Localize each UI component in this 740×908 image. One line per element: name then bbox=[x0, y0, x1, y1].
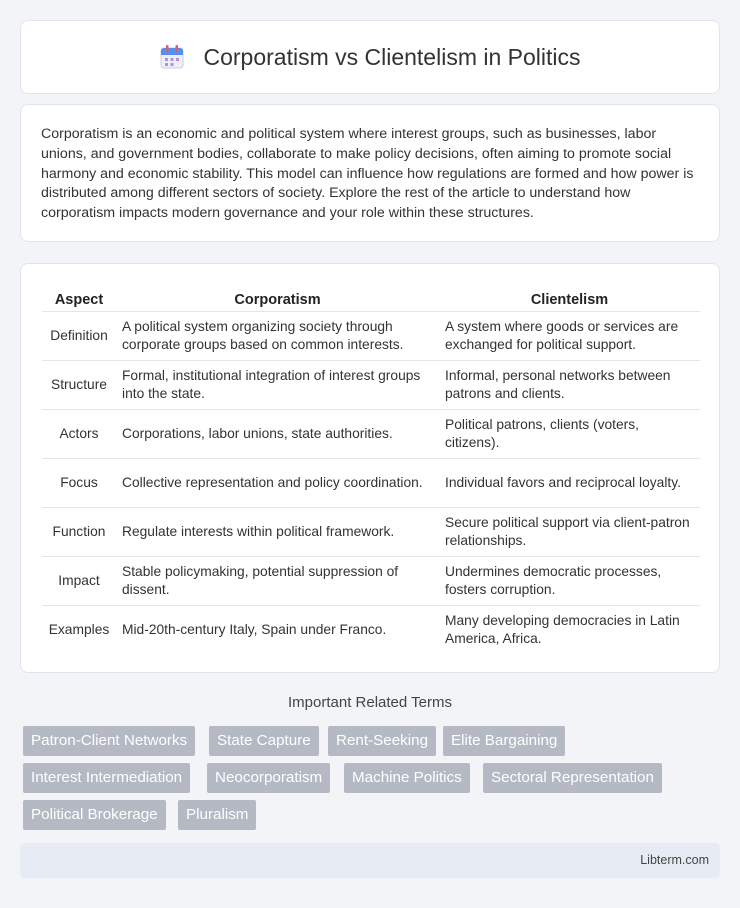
comparison-card bbox=[20, 263, 720, 673]
tag-sectoral-representation[interactable]: Sectoral Representation bbox=[483, 763, 662, 793]
table-row bbox=[42, 458, 700, 507]
row-clientelism: A system where goods or services are exchanged for political support. bbox=[439, 311, 700, 360]
page-title: Corporatism vs Clientelism in Politics bbox=[203, 43, 581, 70]
tag-state-capture[interactable]: State Capture bbox=[209, 726, 319, 756]
footer bbox=[20, 843, 720, 878]
row-aspect: Impact bbox=[42, 556, 116, 605]
row-corporatism: Formal, institutional integration of interest groups into the state. bbox=[116, 360, 439, 409]
row-corporatism: Mid-20th-century Italy, Spain under Franco. bbox=[116, 605, 439, 654]
table-row bbox=[42, 360, 700, 409]
table-row bbox=[42, 605, 700, 654]
related-terms-title: Important Related Terms bbox=[288, 694, 452, 711]
row-clientelism: Informal, personal networks between patrons and clients. bbox=[439, 360, 700, 409]
tag-interest-intermediation[interactable]: Interest Intermediation bbox=[23, 763, 190, 793]
tag-elite-bargaining[interactable]: Elite Bargaining bbox=[443, 726, 565, 756]
tag-machine-politics[interactable]: Machine Politics bbox=[344, 763, 470, 793]
table-row bbox=[42, 311, 700, 360]
row-aspect: Actors bbox=[42, 409, 116, 458]
row-corporatism: Stable policymaking, potential suppression of dissent. bbox=[116, 556, 439, 605]
row-clientelism: Individual favors and reciprocal loyalty. bbox=[439, 458, 700, 507]
calendar-icon bbox=[159, 44, 185, 70]
row-clientelism: Secure political support via client-patron relationships. bbox=[439, 507, 700, 556]
row-corporatism: A political system organizing society through corporate groups based on common interests. bbox=[116, 311, 439, 360]
tag-pluralism[interactable]: Pluralism bbox=[178, 800, 256, 830]
row-aspect: Function bbox=[42, 507, 116, 556]
row-corporatism: Corporations, labor unions, state authorities. bbox=[116, 409, 439, 458]
footer-link[interactable]: Libterm.com bbox=[640, 853, 709, 867]
table-row bbox=[42, 409, 700, 458]
intro-card bbox=[20, 104, 720, 242]
header-aspect: Aspect bbox=[54, 292, 104, 309]
tag-neocorporatism[interactable]: Neocorporatism bbox=[207, 763, 330, 793]
table-header-row bbox=[42, 284, 700, 311]
row-corporatism: Regulate interests within political framework. bbox=[116, 507, 439, 556]
row-aspect: Structure bbox=[42, 360, 116, 409]
row-aspect: Focus bbox=[42, 458, 116, 507]
header-card bbox=[20, 20, 720, 94]
table-row bbox=[42, 556, 700, 605]
tag-political-brokerage[interactable]: Political Brokerage bbox=[23, 800, 166, 830]
row-clientelism: Political patrons, clients (voters, citizens). bbox=[439, 409, 700, 458]
tag-patron-client-networks[interactable]: Patron-Client Networks bbox=[23, 726, 195, 756]
row-corporatism: Collective representation and policy coordination. bbox=[116, 458, 439, 507]
table-row bbox=[42, 507, 700, 556]
row-aspect: Definition bbox=[42, 311, 116, 360]
row-clientelism: Undermines democratic processes, fosters corruption. bbox=[439, 556, 700, 605]
row-aspect: Examples bbox=[42, 605, 116, 654]
header-corporatism: Corporatism bbox=[234, 292, 321, 309]
row-clientelism: Many developing democracies in Latin America, Africa. bbox=[439, 605, 700, 654]
header-clientelism: Clientelism bbox=[530, 292, 609, 309]
comparison-table bbox=[42, 284, 700, 654]
intro-text: Corporatism is an economic and political system where interest groups, such as businesses, labor unions, and government bodies, collaborate to make policy decisions, often aiming to promote social harmony and economic stability. This model can influence how regulations are formed and how power is distributed among different sectors of society. Explore the rest of the article to understand how corporatism impacts modern governance and your role within these structures. bbox=[41, 126, 694, 222]
tag-rent-seeking[interactable]: Rent-Seeking bbox=[328, 726, 436, 756]
